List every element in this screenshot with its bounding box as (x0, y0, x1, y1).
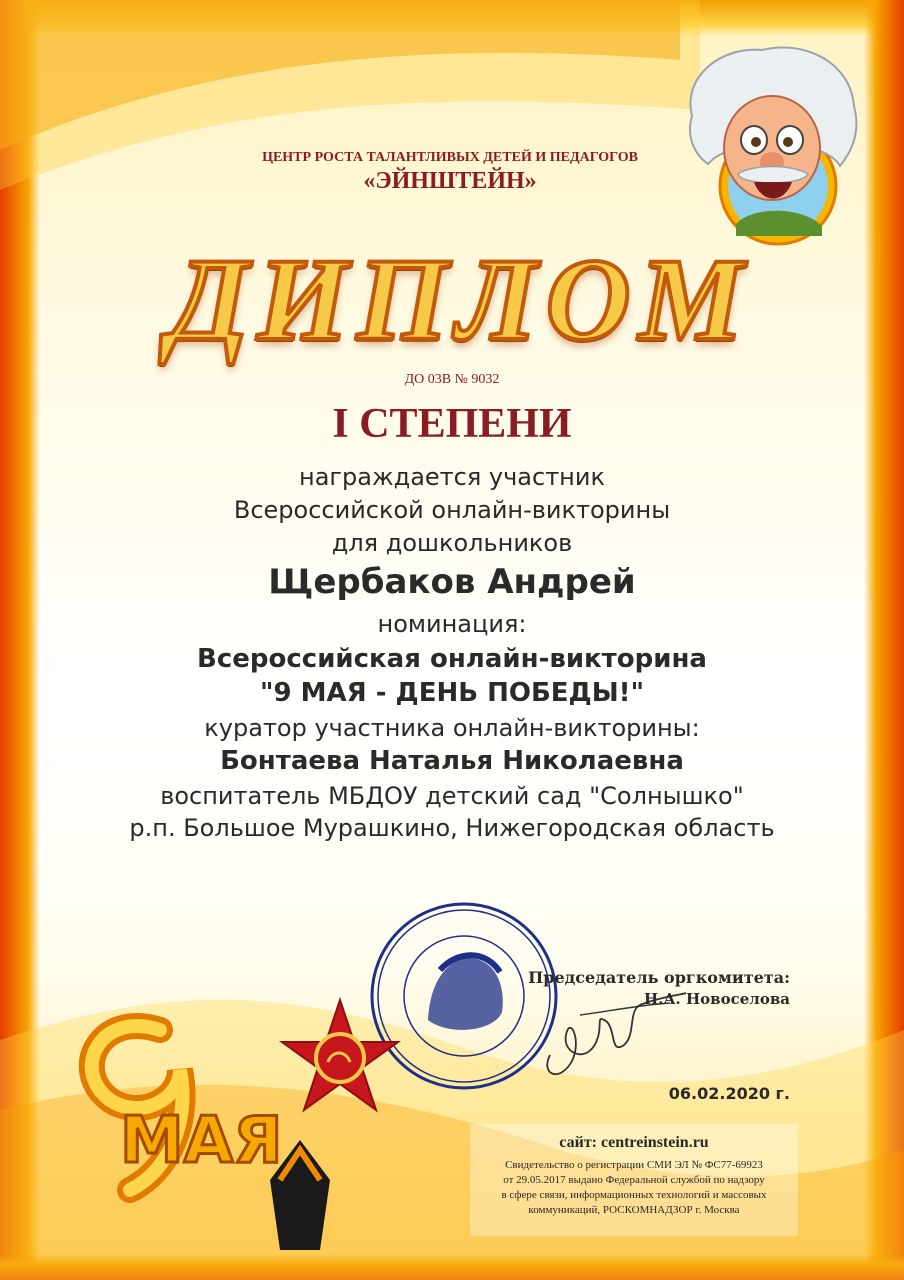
svg-text:МАЯ: МАЯ (120, 1104, 283, 1178)
participant-name: Щербаков Андрей (268, 562, 636, 602)
nomination-label: номинация: (377, 610, 527, 638)
registration-line: от 29.05.2017 выдано Федеральной службой по надзору (503, 1174, 765, 1186)
event-line-2: для дошкольников (331, 529, 573, 557)
diploma-degree: I СТЕПЕНИ (332, 401, 572, 447)
registration-info (478, 1158, 790, 1218)
diploma-number: ДО 03В № 9032 (404, 372, 500, 387)
organization-subtitle: ЦЕНТР РОСТА ТАЛАНТЛИВЫХ ДЕТЕЙ И ПЕДАГОГОВ (262, 150, 638, 165)
curator-name: Бонтаева Наталья Николаевна (220, 746, 684, 776)
awarded-text: награждается участник (299, 463, 605, 491)
issue-date: 06.02.2020 г. (668, 1084, 790, 1103)
registration-line: в сфере связи, информационных технологий и массовых (501, 1189, 767, 1201)
signature-title: Председатель оргкомитета: (528, 968, 790, 987)
curator-position: воспитатель МБДОУ детский сад "Солнышко" (160, 782, 744, 810)
curator-label: куратор участника онлайн-викторины: (204, 714, 700, 742)
may-9-emblem-icon (40, 950, 420, 1250)
registration-line: Свидетельство о регистрации СМИ ЭЛ № ФС77-69923 (505, 1159, 763, 1171)
signature-name: Н.А. Новоселова (643, 990, 790, 1008)
nomination-line-1: Всероссийская онлайн-викторина (197, 644, 707, 674)
organization-name: «ЭЙНШТЕЙН» (363, 168, 537, 194)
diploma-title: ДИПЛОМ (168, 234, 752, 365)
einstein-mascot-icon (672, 36, 864, 248)
nomination-line-2: "9 МАЯ - ДЕНЬ ПОБЕДЫ!" (259, 678, 645, 708)
curator-location: р.п. Большое Мурашкино, Нижегородская область (129, 814, 775, 842)
event-line-1: Всероссийской онлайн-викторины (233, 496, 671, 524)
website-text: сайт: centreinstein.ru (559, 1134, 709, 1151)
registration-line: коммуникаций, РОСКОМНАДЗОР г. Москва (528, 1204, 740, 1216)
